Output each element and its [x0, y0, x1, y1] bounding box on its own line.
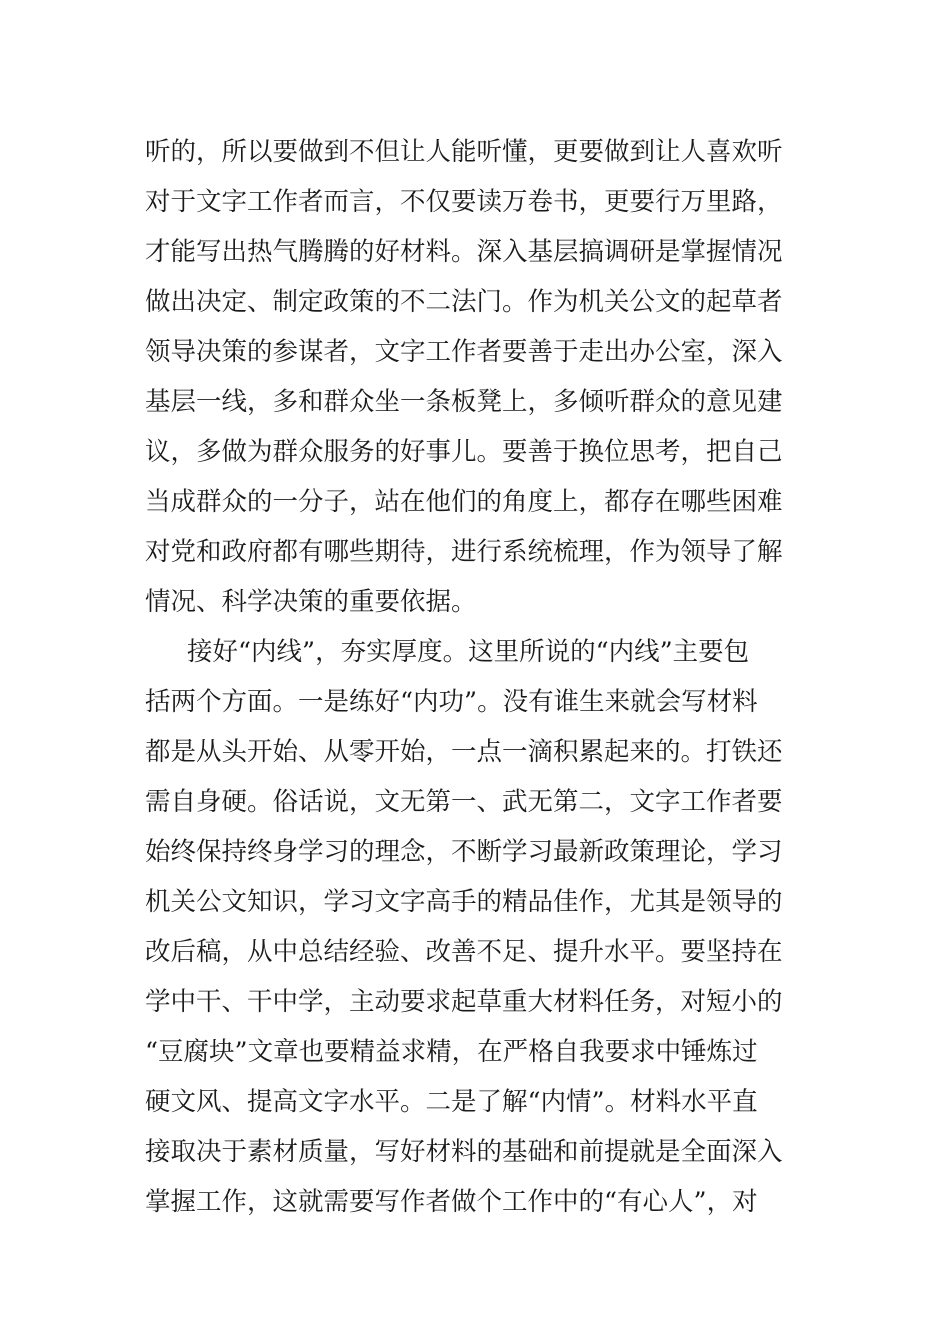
paragraph-start-line: 接好“内线”，夯实厚度。这里所说的“内线”主要包 — [187, 637, 750, 667]
text-line: 才能写出热气腾腾的好材料。深入基层搞调研是掌握情况 — [145, 237, 783, 267]
text-line: 情况、科学决策的重要依据。 — [145, 587, 477, 617]
text-line: 始终保持终身学习的理念，不断学习最新政策理论，学习 — [145, 837, 783, 867]
text-line: 基层一线，多和群众坐一条板凳上，多倾听群众的意见建 — [145, 387, 783, 417]
text-line: 听的，所以要做到不但让人能听懂，更要做到让人喜欢听 — [145, 137, 783, 167]
text-line: 议，多做为群众服务的好事儿。要善于换位思考，把自己 — [145, 437, 783, 467]
body-text — [145, 127, 815, 1227]
text-line: 接取决于素材质量，写好材料的基础和前提就是全面深入 — [145, 1137, 783, 1167]
text-line: 机关公文知识，学习文字高手的精品佳作，尤其是领导的 — [145, 887, 783, 917]
text-line: 领导决策的参谋者，文字工作者要善于走出办公室，深入 — [145, 337, 783, 367]
text-line: “豆腐块”文章也要精益求精，在严格自我要求中锤炼过 — [145, 1037, 758, 1067]
text-line: 掌握工作，这就需要写作者做个工作中的“有心人”，对 — [145, 1187, 758, 1217]
text-line: 学中干、干中学，主动要求起草重大材料任务，对短小的 — [145, 987, 783, 1017]
text-line: 对于文字工作者而言，不仅要读万卷书，更要行万里路， — [145, 187, 783, 217]
text-line: 当成群众的一分子，站在他们的角度上，都存在哪些困难 — [145, 487, 783, 517]
text-line: 对党和政府都有哪些期待，进行系统梳理，作为领导了解 — [145, 537, 783, 567]
text-line: 硬文风、提高文字水平。二是了解“内情”。材料水平直 — [145, 1087, 758, 1117]
text-line: 括两个方面。一是练好“内功”。没有谁生来就会写材料 — [145, 687, 758, 717]
text-line: 改后稿，从中总结经验、改善不足、提升水平。要坚持在 — [145, 937, 783, 967]
text-line: 都是从头开始、从零开始，一点一滴积累起来的。打铁还 — [145, 737, 783, 767]
text-line: 做出决定、制定政策的不二法门。作为机关公文的起草者 — [145, 287, 783, 317]
text-line: 需自身硬。俗话说，文无第一、武无第二，文字工作者要 — [145, 787, 783, 817]
